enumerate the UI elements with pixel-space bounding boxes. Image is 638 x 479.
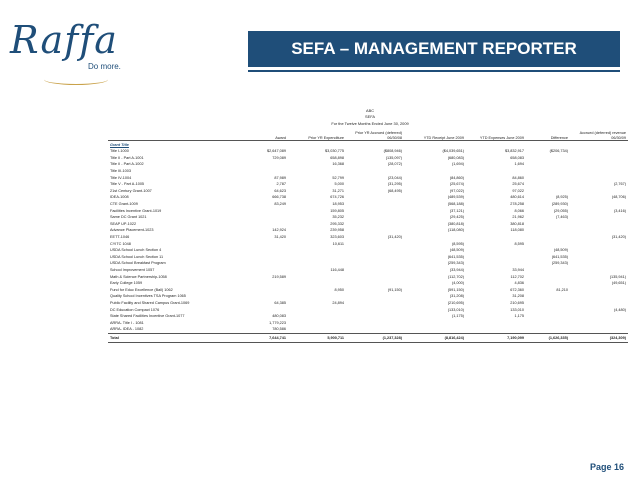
amount-cell: 116,448 bbox=[330, 267, 344, 272]
amount-cell: 83,249 bbox=[274, 202, 286, 207]
amount-cell bbox=[570, 254, 628, 261]
amount-cell: (31,420) bbox=[387, 235, 402, 240]
amount-cell: (48,509) bbox=[449, 248, 464, 253]
amount-cell: (4,480) bbox=[613, 307, 626, 312]
amount-cell bbox=[570, 148, 628, 155]
amount-cell: 1,175 bbox=[514, 314, 524, 319]
amount-cell: (591,150) bbox=[447, 287, 464, 292]
table-row bbox=[108, 201, 628, 208]
amount-cell: 4,836 bbox=[514, 281, 524, 286]
column-header: Award bbox=[240, 131, 288, 141]
amount-cell: 780,586 bbox=[272, 327, 286, 332]
total-amount: (1,237,328) bbox=[346, 333, 404, 342]
amount-cell bbox=[570, 313, 628, 320]
logo-tagline: Do more. bbox=[88, 62, 121, 71]
table-row bbox=[108, 280, 628, 287]
amount-cell bbox=[570, 247, 628, 254]
amount-cell bbox=[240, 267, 288, 274]
amount-cell: (289,930) bbox=[551, 202, 568, 207]
logo-arc bbox=[44, 74, 108, 85]
table-row bbox=[108, 313, 628, 320]
amount-cell bbox=[570, 201, 628, 208]
amount-cell bbox=[466, 254, 526, 261]
amount-cell bbox=[346, 168, 404, 175]
amount-cell bbox=[288, 293, 346, 300]
amount-cell bbox=[526, 319, 570, 326]
amount-cell bbox=[346, 260, 404, 267]
total-amount: 5,900,711 bbox=[288, 333, 346, 342]
amount-cell: 64,385 bbox=[274, 300, 286, 305]
grant-title-cell: Title I-1000 bbox=[110, 149, 129, 154]
grant-title-cell: Fund for Educ Excellence (Ball) 1062 bbox=[110, 287, 173, 292]
amount-cell: (7,463) bbox=[555, 215, 568, 220]
amount-cell: (210,695) bbox=[447, 300, 464, 305]
amount-cell bbox=[240, 168, 288, 175]
grant-title-cell: Early College 1059 bbox=[110, 281, 143, 286]
amount-cell bbox=[526, 188, 570, 195]
total-amount: (324,309) bbox=[570, 333, 628, 342]
amount-cell: (8,925) bbox=[555, 195, 568, 200]
amount-cell: (91,150) bbox=[387, 287, 402, 292]
amount-cell: (2,767) bbox=[613, 182, 626, 187]
total-row bbox=[108, 333, 628, 342]
amount-cell bbox=[570, 267, 628, 274]
amount-cell: 672,360 bbox=[510, 287, 524, 292]
amount-cell bbox=[346, 227, 404, 234]
amount-cell bbox=[240, 260, 288, 267]
grant-title-cell: SEAP UP-1022 bbox=[110, 221, 137, 226]
total-amount: 7,644,741 bbox=[240, 333, 288, 342]
table-row bbox=[108, 254, 628, 261]
amount-cell bbox=[288, 319, 346, 326]
amount-cell: 18,953 bbox=[332, 202, 344, 207]
amount-cell bbox=[570, 221, 628, 228]
amount-cell: (29,055) bbox=[553, 208, 568, 213]
amount-cell: ($808,946) bbox=[383, 149, 402, 154]
amount-cell bbox=[570, 168, 628, 175]
amount-cell bbox=[346, 240, 404, 247]
amount-cell bbox=[288, 326, 346, 333]
amount-cell bbox=[240, 240, 288, 247]
table-row bbox=[108, 326, 628, 333]
amount-cell: 480,083 bbox=[272, 314, 286, 319]
amount-cell: (97,022) bbox=[449, 188, 464, 193]
table-row bbox=[108, 174, 628, 181]
total-amount: (8,816,424) bbox=[404, 333, 466, 342]
amount-cell bbox=[526, 221, 570, 228]
amount-cell: (48,706) bbox=[611, 195, 626, 200]
amount-cell: (31,295) bbox=[387, 182, 402, 187]
amount-cell bbox=[526, 293, 570, 300]
amount-cell bbox=[346, 247, 404, 254]
report-entity: ABC bbox=[366, 108, 374, 113]
grant-title-cell: Title II - Part A-1001 bbox=[110, 155, 144, 160]
table-row bbox=[108, 221, 628, 228]
column-header: Prior YR Accrued (deferred) 06/30/08 bbox=[346, 131, 404, 141]
amount-cell: 323,603 bbox=[330, 235, 344, 240]
amount-cell bbox=[288, 306, 346, 313]
amount-cell bbox=[346, 221, 404, 228]
amount-cell: 210,695 bbox=[510, 300, 524, 305]
amount-cell bbox=[346, 194, 404, 201]
amount-cell: 239,958 bbox=[330, 228, 344, 233]
amount-cell bbox=[346, 300, 404, 307]
table-row bbox=[108, 227, 628, 234]
amount-cell bbox=[346, 267, 404, 274]
amount-cell: (37,121) bbox=[449, 208, 464, 213]
amount-cell bbox=[570, 326, 628, 333]
amount-cell: 81,210 bbox=[556, 287, 568, 292]
amount-cell bbox=[526, 267, 570, 274]
amount-cell bbox=[570, 300, 628, 307]
amount-cell bbox=[526, 174, 570, 181]
report-period: For the Twelve Months Ended June 30, 2009 bbox=[331, 120, 409, 126]
amount-cell bbox=[240, 293, 288, 300]
amount-cell: 658,083 bbox=[510, 155, 524, 160]
grant-title-cell: EETT-1046 bbox=[110, 235, 130, 240]
amount-cell bbox=[288, 273, 346, 280]
amount-cell bbox=[570, 214, 628, 221]
table-row bbox=[108, 188, 628, 195]
amount-cell: (641,535) bbox=[447, 254, 464, 259]
amount-cell bbox=[570, 286, 628, 293]
amount-cell bbox=[288, 254, 346, 261]
amount-cell bbox=[526, 161, 570, 168]
amount-cell: 658,898 bbox=[330, 155, 344, 160]
amount-cell bbox=[346, 254, 404, 261]
amount-cell bbox=[346, 201, 404, 208]
table-row bbox=[108, 214, 628, 221]
column-header: Accrued (deferred) revenue 06/30/09 bbox=[570, 131, 628, 141]
amount-cell bbox=[288, 280, 346, 287]
amount-cell bbox=[346, 306, 404, 313]
grant-title-cell: Same DC Grant 1021 bbox=[110, 215, 147, 220]
sefa-report bbox=[108, 108, 632, 343]
amount-cell: (4,000) bbox=[451, 281, 464, 286]
table-row bbox=[108, 194, 628, 201]
amount-cell: (135,097) bbox=[385, 155, 402, 160]
grant-title-cell: Title IV-1004 bbox=[110, 175, 132, 180]
amount-cell bbox=[346, 273, 404, 280]
section-row bbox=[108, 141, 628, 148]
amount-cell: 10,611 bbox=[332, 241, 344, 246]
amount-cell: (25,674) bbox=[449, 182, 464, 187]
logo-wordmark: Raffa bbox=[10, 18, 118, 62]
column-header: YTD Expenses June 2009 bbox=[466, 131, 526, 141]
table-row bbox=[108, 300, 628, 307]
grant-title-cell: IDEA-1008 bbox=[110, 195, 129, 200]
amount-cell: (118,080) bbox=[448, 228, 464, 233]
amount-cell: 31,271 bbox=[332, 188, 344, 193]
amount-cell: $3,030,775 bbox=[324, 149, 344, 154]
amount-cell: 97,022 bbox=[512, 188, 524, 193]
column-header bbox=[108, 131, 240, 141]
amount-cell: (23,044) bbox=[387, 175, 402, 180]
amount-cell: 8,595 bbox=[514, 241, 524, 246]
amount-cell: (1,694) bbox=[451, 162, 464, 167]
grant-title-cell: Title II - Part A-1002 bbox=[110, 162, 144, 167]
amount-cell: 380,818 bbox=[510, 221, 524, 226]
amount-cell: 1,779,223 bbox=[269, 320, 286, 325]
amount-cell: (48,509) bbox=[553, 248, 568, 253]
amount-cell: 24,894 bbox=[332, 300, 344, 305]
amount-cell: 33,944 bbox=[512, 267, 524, 272]
amount-cell: 112,702 bbox=[510, 274, 524, 279]
section-label: Grant Title bbox=[110, 142, 129, 147]
grant-title-cell: Public Facility and Shared Campus Grant-1069 bbox=[110, 300, 190, 305]
grant-title-cell: State Shared Facilities Incentive Grant-1077 bbox=[110, 314, 185, 319]
grant-title-cell: DC Education Compact 1076 bbox=[110, 307, 160, 312]
amount-cell bbox=[288, 260, 346, 267]
title-rule bbox=[248, 70, 620, 72]
amount-cell bbox=[288, 168, 346, 175]
amount-cell: 5,000 bbox=[334, 182, 344, 187]
amount-cell bbox=[570, 188, 628, 195]
grant-title-cell: 21st Century Grant-1007 bbox=[110, 188, 152, 193]
table-row bbox=[108, 267, 628, 274]
amount-cell: 8,950 bbox=[334, 287, 344, 292]
amount-cell: (259,343) bbox=[551, 261, 568, 266]
amount-cell: (29,425) bbox=[449, 215, 464, 220]
amount-cell: (28,072) bbox=[387, 162, 402, 167]
amount-cell bbox=[526, 181, 570, 188]
total-label: Total bbox=[108, 333, 240, 342]
table-row bbox=[108, 155, 628, 162]
amount-cell bbox=[526, 155, 570, 162]
grant-title-cell: Quality School Incentives TSA Program 1065 bbox=[110, 294, 186, 299]
table-row bbox=[108, 260, 628, 267]
amount-cell bbox=[526, 300, 570, 307]
amount-cell: (680,083) bbox=[447, 155, 464, 160]
amount-cell bbox=[526, 326, 570, 333]
amount-cell bbox=[526, 313, 570, 320]
amount-cell: 2,787 bbox=[276, 182, 286, 187]
amount-cell bbox=[404, 326, 466, 333]
amount-cell bbox=[570, 260, 628, 267]
amount-cell bbox=[240, 247, 288, 254]
grant-title-cell: Title V - Part A-1005 bbox=[110, 182, 145, 187]
amount-cell bbox=[240, 254, 288, 261]
table-row bbox=[108, 161, 628, 168]
amount-cell: (112,702) bbox=[448, 274, 464, 279]
amount-cell: 674,726 bbox=[330, 195, 344, 200]
amount-cell bbox=[570, 319, 628, 326]
report-name: SEFA bbox=[365, 114, 375, 120]
amount-cell: 87,989 bbox=[274, 175, 286, 180]
amount-cell bbox=[466, 319, 526, 326]
amount-cell: (259,343) bbox=[447, 261, 464, 266]
amount-cell: 729,089 bbox=[272, 155, 286, 160]
amount-cell: 52,799 bbox=[332, 175, 344, 180]
amount-cell: $3,832,917 bbox=[504, 149, 524, 154]
amount-cell bbox=[346, 280, 404, 287]
amount-cell bbox=[570, 227, 628, 234]
amount-cell: (133,010) bbox=[447, 307, 464, 312]
amount-cell: ($4,039,651) bbox=[442, 149, 464, 154]
grant-title-cell: School Improvement 1057 bbox=[110, 267, 155, 272]
amount-cell bbox=[526, 227, 570, 234]
amount-cell: (84,860) bbox=[449, 175, 464, 180]
amount-cell: (8,595) bbox=[451, 241, 464, 246]
amount-cell: (568,188) bbox=[447, 202, 464, 207]
grant-title-cell: Facilities Incentive Grant-1019 bbox=[110, 208, 162, 213]
table-row bbox=[108, 240, 628, 247]
grant-title-cell: USDA School Breakfast Program bbox=[110, 261, 166, 266]
amount-cell bbox=[570, 293, 628, 300]
amount-cell bbox=[526, 168, 570, 175]
amount-cell: (1,175) bbox=[451, 314, 464, 319]
table-row bbox=[108, 306, 628, 313]
amount-cell: (3,416) bbox=[613, 208, 626, 213]
amount-cell: 219,589 bbox=[272, 274, 286, 279]
grant-title-cell: CYITC 1048 bbox=[110, 241, 131, 246]
amount-cell: 480,614 bbox=[510, 195, 524, 200]
amount-cell: 133,010 bbox=[510, 307, 524, 312]
table-row bbox=[108, 148, 628, 155]
total-amount: (1,626,335) bbox=[526, 333, 570, 342]
amount-cell: $2,647,089 bbox=[266, 149, 286, 154]
amount-cell bbox=[240, 306, 288, 313]
amount-cell: 118,080 bbox=[510, 228, 524, 233]
table-header-row bbox=[108, 131, 628, 141]
table-row bbox=[108, 286, 628, 293]
column-header: Prior YR Expenditure bbox=[288, 131, 346, 141]
amount-cell bbox=[240, 280, 288, 287]
amount-cell bbox=[404, 319, 466, 326]
amount-cell bbox=[346, 319, 404, 326]
amount-cell: 31,420 bbox=[274, 235, 286, 240]
amount-cell bbox=[526, 234, 570, 241]
amount-cell bbox=[346, 214, 404, 221]
amount-cell bbox=[346, 326, 404, 333]
slide-title: SEFA – MANAGEMENT REPORTER bbox=[291, 39, 577, 58]
grant-title-cell: CTE Grant-1009 bbox=[110, 202, 138, 207]
grant-title-cell: Math & Science Partnership-1058 bbox=[110, 274, 167, 279]
amount-cell bbox=[288, 313, 346, 320]
amount-cell: (33,944) bbox=[449, 267, 464, 272]
amount-cell: 64,623 bbox=[274, 188, 286, 193]
page-number: Page 16 bbox=[589, 462, 624, 472]
amount-cell: 159,805 bbox=[330, 208, 344, 213]
amount-cell bbox=[526, 273, 570, 280]
grant-title-cell: ARRA- Title I - 1081 bbox=[110, 320, 144, 325]
grant-title-cell: ARRA- IDEA - 1082 bbox=[110, 327, 144, 332]
column-header: YTD Receipt June 2009 bbox=[404, 131, 466, 141]
table-row bbox=[108, 181, 628, 188]
table-row bbox=[108, 247, 628, 254]
amount-cell bbox=[466, 247, 526, 254]
amount-cell: 278,258 bbox=[510, 202, 524, 207]
amount-cell bbox=[240, 214, 288, 221]
table-row bbox=[108, 319, 628, 326]
column-header: Difference bbox=[526, 131, 570, 141]
amount-cell bbox=[404, 168, 466, 175]
grant-title-cell: USDA School Lunch Section 11 bbox=[110, 254, 164, 259]
amount-cell: 16,368 bbox=[332, 162, 344, 167]
amount-cell bbox=[570, 174, 628, 181]
amount-cell: (49,651) bbox=[611, 281, 626, 286]
amount-cell bbox=[240, 221, 288, 228]
amount-cell: 8,066 bbox=[514, 208, 524, 213]
sefa-table bbox=[108, 131, 628, 342]
amount-cell bbox=[466, 260, 526, 267]
amount-cell bbox=[346, 207, 404, 214]
grant-title-cell: Title III-1003 bbox=[110, 169, 131, 174]
amount-cell bbox=[240, 286, 288, 293]
amount-cell: (31,208) bbox=[449, 294, 464, 299]
table-row bbox=[108, 207, 628, 214]
raffa-logo bbox=[10, 18, 140, 78]
amount-cell bbox=[346, 293, 404, 300]
amount-cell: 84,860 bbox=[512, 175, 524, 180]
amount-cell: 31,208 bbox=[512, 294, 524, 299]
amount-cell: (489,539) bbox=[447, 195, 464, 200]
amount-cell: 295,332 bbox=[330, 221, 344, 226]
amount-cell: 25,674 bbox=[512, 182, 524, 187]
amount-cell: ($206,734) bbox=[549, 149, 568, 154]
amount-cell: 21,962 bbox=[512, 215, 524, 220]
amount-cell bbox=[526, 306, 570, 313]
amount-cell bbox=[466, 234, 526, 241]
amount-cell: (641,535) bbox=[551, 254, 568, 259]
table-row bbox=[108, 168, 628, 175]
amount-cell bbox=[570, 161, 628, 168]
amount-cell bbox=[240, 161, 288, 168]
total-amount: 7,190,099 bbox=[466, 333, 526, 342]
amount-cell: 666,738 bbox=[272, 195, 286, 200]
amount-cell: 35,232 bbox=[332, 215, 344, 220]
amount-cell: (68,495) bbox=[387, 188, 402, 193]
amount-cell: (135,941) bbox=[609, 274, 626, 279]
amount-cell: (380,818) bbox=[447, 221, 464, 226]
table-row bbox=[108, 293, 628, 300]
amount-cell bbox=[570, 240, 628, 247]
amount-cell bbox=[570, 155, 628, 162]
table-row bbox=[108, 273, 628, 280]
grant-title-cell: USDA School Lunch Section 4 bbox=[110, 248, 162, 253]
amount-cell bbox=[240, 207, 288, 214]
amount-cell bbox=[526, 240, 570, 247]
amount-cell: (31,420) bbox=[611, 235, 626, 240]
amount-cell bbox=[346, 313, 404, 320]
amount-cell bbox=[466, 168, 526, 175]
grant-title-cell: Advance Placement-1023 bbox=[110, 228, 154, 233]
amount-cell bbox=[404, 234, 466, 241]
table-row bbox=[108, 234, 628, 241]
amount-cell bbox=[288, 247, 346, 254]
amount-cell: 142,924 bbox=[272, 228, 286, 233]
amount-cell bbox=[466, 326, 526, 333]
amount-cell bbox=[526, 280, 570, 287]
amount-cell: 1,694 bbox=[514, 162, 524, 167]
